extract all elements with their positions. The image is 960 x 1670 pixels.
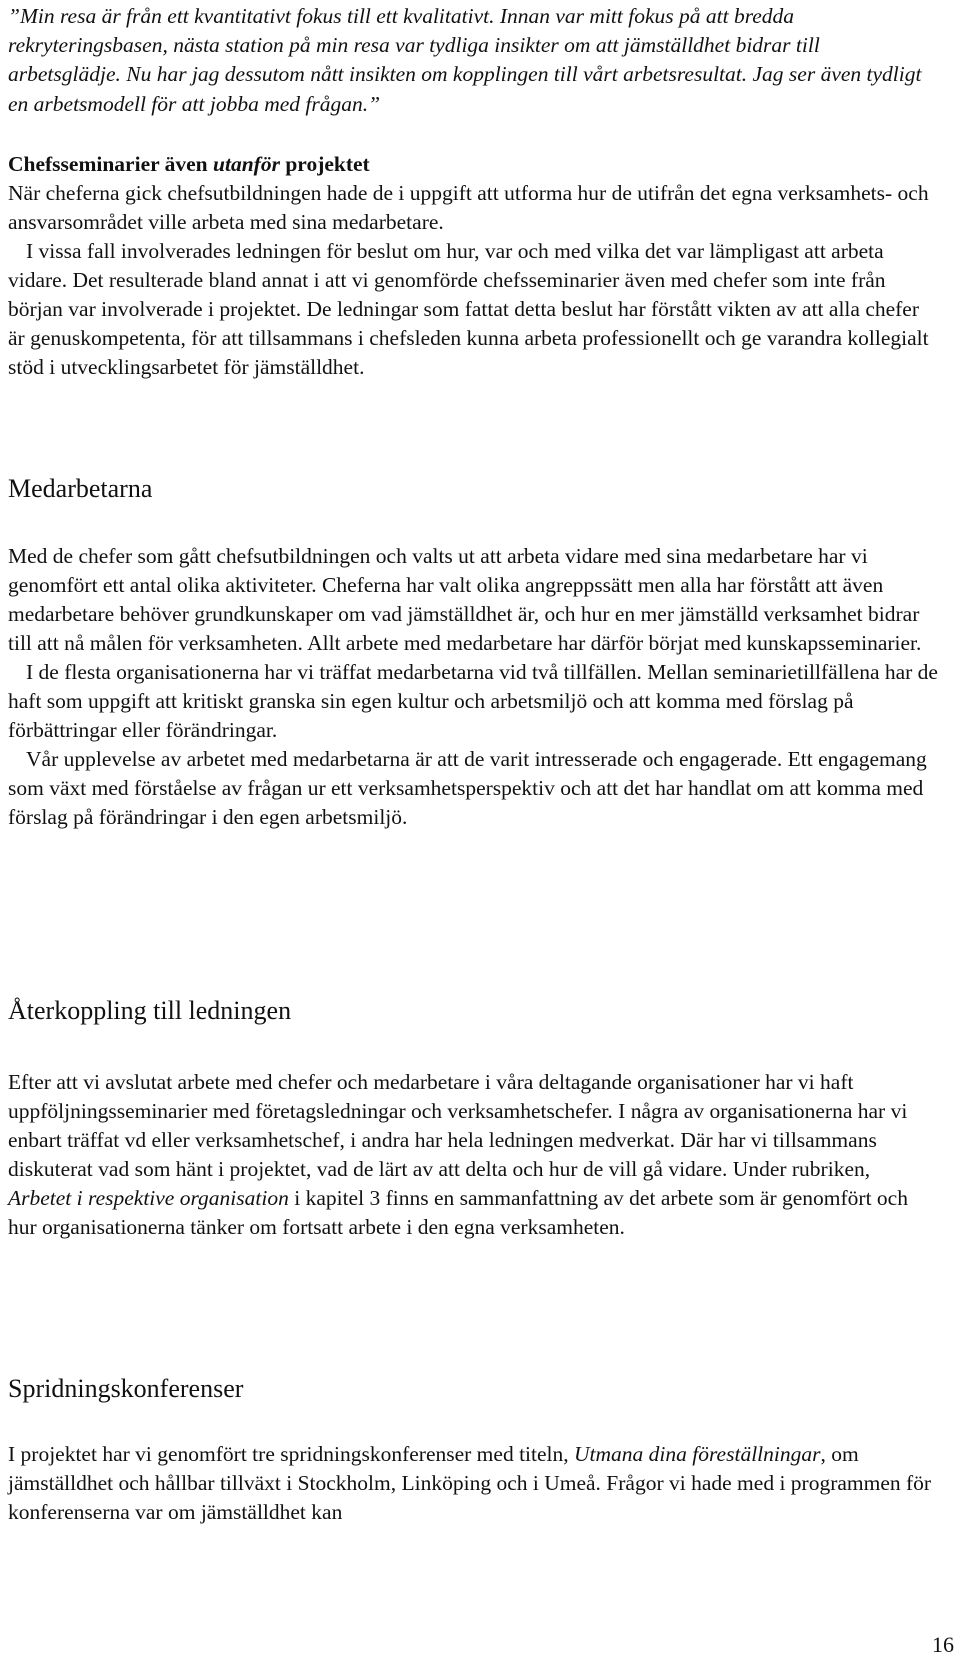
paragraph — [8, 1068, 938, 1242]
heading-spridning: Spridningskonferenser — [8, 1374, 244, 1403]
page-number: 16 — [932, 1632, 954, 1657]
subheading-chefsseminarier — [8, 150, 938, 179]
paragraph: I vissa fall involverades ledningen för beslut om hur, var och med vilka det var lämpligast att arbeta vidare. Det resulterade bland annat i att vi genomförde chefsseminarier även med chefer som inte från början var involverade i projektet. De ledningar som fattat detta beslut har förstått vikten av att alla chefer är genuskompetenta, för att tillsammans i chefsleden kunna arbeta professionellt och ge varandra kollegialt stöd i utvecklingsarbetet för jämställdhet. — [8, 239, 929, 379]
paragraph: I de flesta organisationerna har vi träffat medarbetarna vid två tillfällen. Mellan seminarietillfällena har de haft som uppgift att kritiskt granska sin egen kultur och arbetsmiljö och att komma med förslag på förbättringar eller förändringar. — [8, 660, 938, 742]
section-chefsseminarier — [8, 150, 938, 382]
paragraph-part2: i kapitel 3 finns en sammanfattning av det arbete som är genomfört och hur organisationerna tänker om fortsatt arbete i den egna verksamheten. — [8, 1186, 908, 1239]
intro-quote: ”Min resa är från ett kvantitativt fokus till ett kvalitativt. Innan var mitt fokus på att bredda rekryteringsbasen, nästa station på min resa var tydliga insikter om att jämställdhet bidrar till arbetsglädje. Nu har jag dessutom nått insikten om kopplingen till vårt arbetsresultat. Jag ser även tydligt en arbetsmodell för att jobba med frågan.” — [8, 4, 922, 116]
paragraph-emphasis: Utmana dina föreställningar — [574, 1442, 821, 1466]
paragraph-part1: Efter att vi avslutat arbete med chefer och medarbetare i våra deltagande organisationer har vi haft uppföljningsseminarier med företagsledningar och verksamhetschefer. I några av organisationerna har vi enbart träffat vd eller verksamhetschef, i andra har hela ledningen medverkat. Där har vi tillsammans diskuterat vad som hänt i projektet, vad de lärt av att delta och hur de vill gå vidare. Under rubriken, — [8, 1070, 908, 1181]
paragraph: Med de chefer som gått chefsutbildningen och valts ut att arbeta vidare med sina medarbetare har vi genomfört ett antal olika aktiviteter. Cheferna har valt olika angreppssätt men alla har förstått att även medarbetare behöver grundkunskaper om vad jämställdhet är, och hur en mer jämställd verksamhet bidrar till att nå målen för verksamheten. Allt arbete med medarbetare har därför börjat med kunskapsseminarier. — [8, 544, 922, 655]
subheading-part2: projektet — [279, 152, 370, 176]
heading-medarbetarna: Medarbetarna — [8, 474, 153, 503]
section-spridning — [8, 1440, 938, 1527]
paragraph: Vår upplevelse av arbetet med medarbetarna är att de varit intresserade och engagerade. Ett engagemang som växt med förståelse av frågan ur ett verksamhetsperspektiv och att det har handlat om att komma med förslag på förändringar i den egen arbetsmiljö. — [8, 747, 927, 829]
subheading-part1: Chefsseminarier även — [8, 152, 214, 176]
paragraph-part2: , om jämställdhet och hållbar tillväxt i Stockholm, Linköping och i Umeå. Frågor vi hade med i programmen för konferenserna var om jämställdhet kan — [8, 1442, 932, 1524]
heading-aterkoppling: Återkoppling till ledningen — [8, 996, 292, 1025]
section-aterkoppling — [8, 1068, 938, 1242]
paragraph: När cheferna gick chefsutbildningen hade de i uppgift att utforma hur de utifrån det egna verksamhets- och ansvarsområdet ville arbeta med sina medarbetare. — [8, 181, 929, 234]
paragraph-emphasis: Arbetet i respektive organisation — [8, 1186, 289, 1210]
section-medarbetarna — [8, 542, 938, 832]
subheading-emphasis: utanför — [213, 152, 280, 176]
paragraph-part1: I projektet har vi genomfört tre spridningskonferenser med titeln, — [8, 1442, 575, 1466]
paragraph — [8, 1440, 938, 1527]
